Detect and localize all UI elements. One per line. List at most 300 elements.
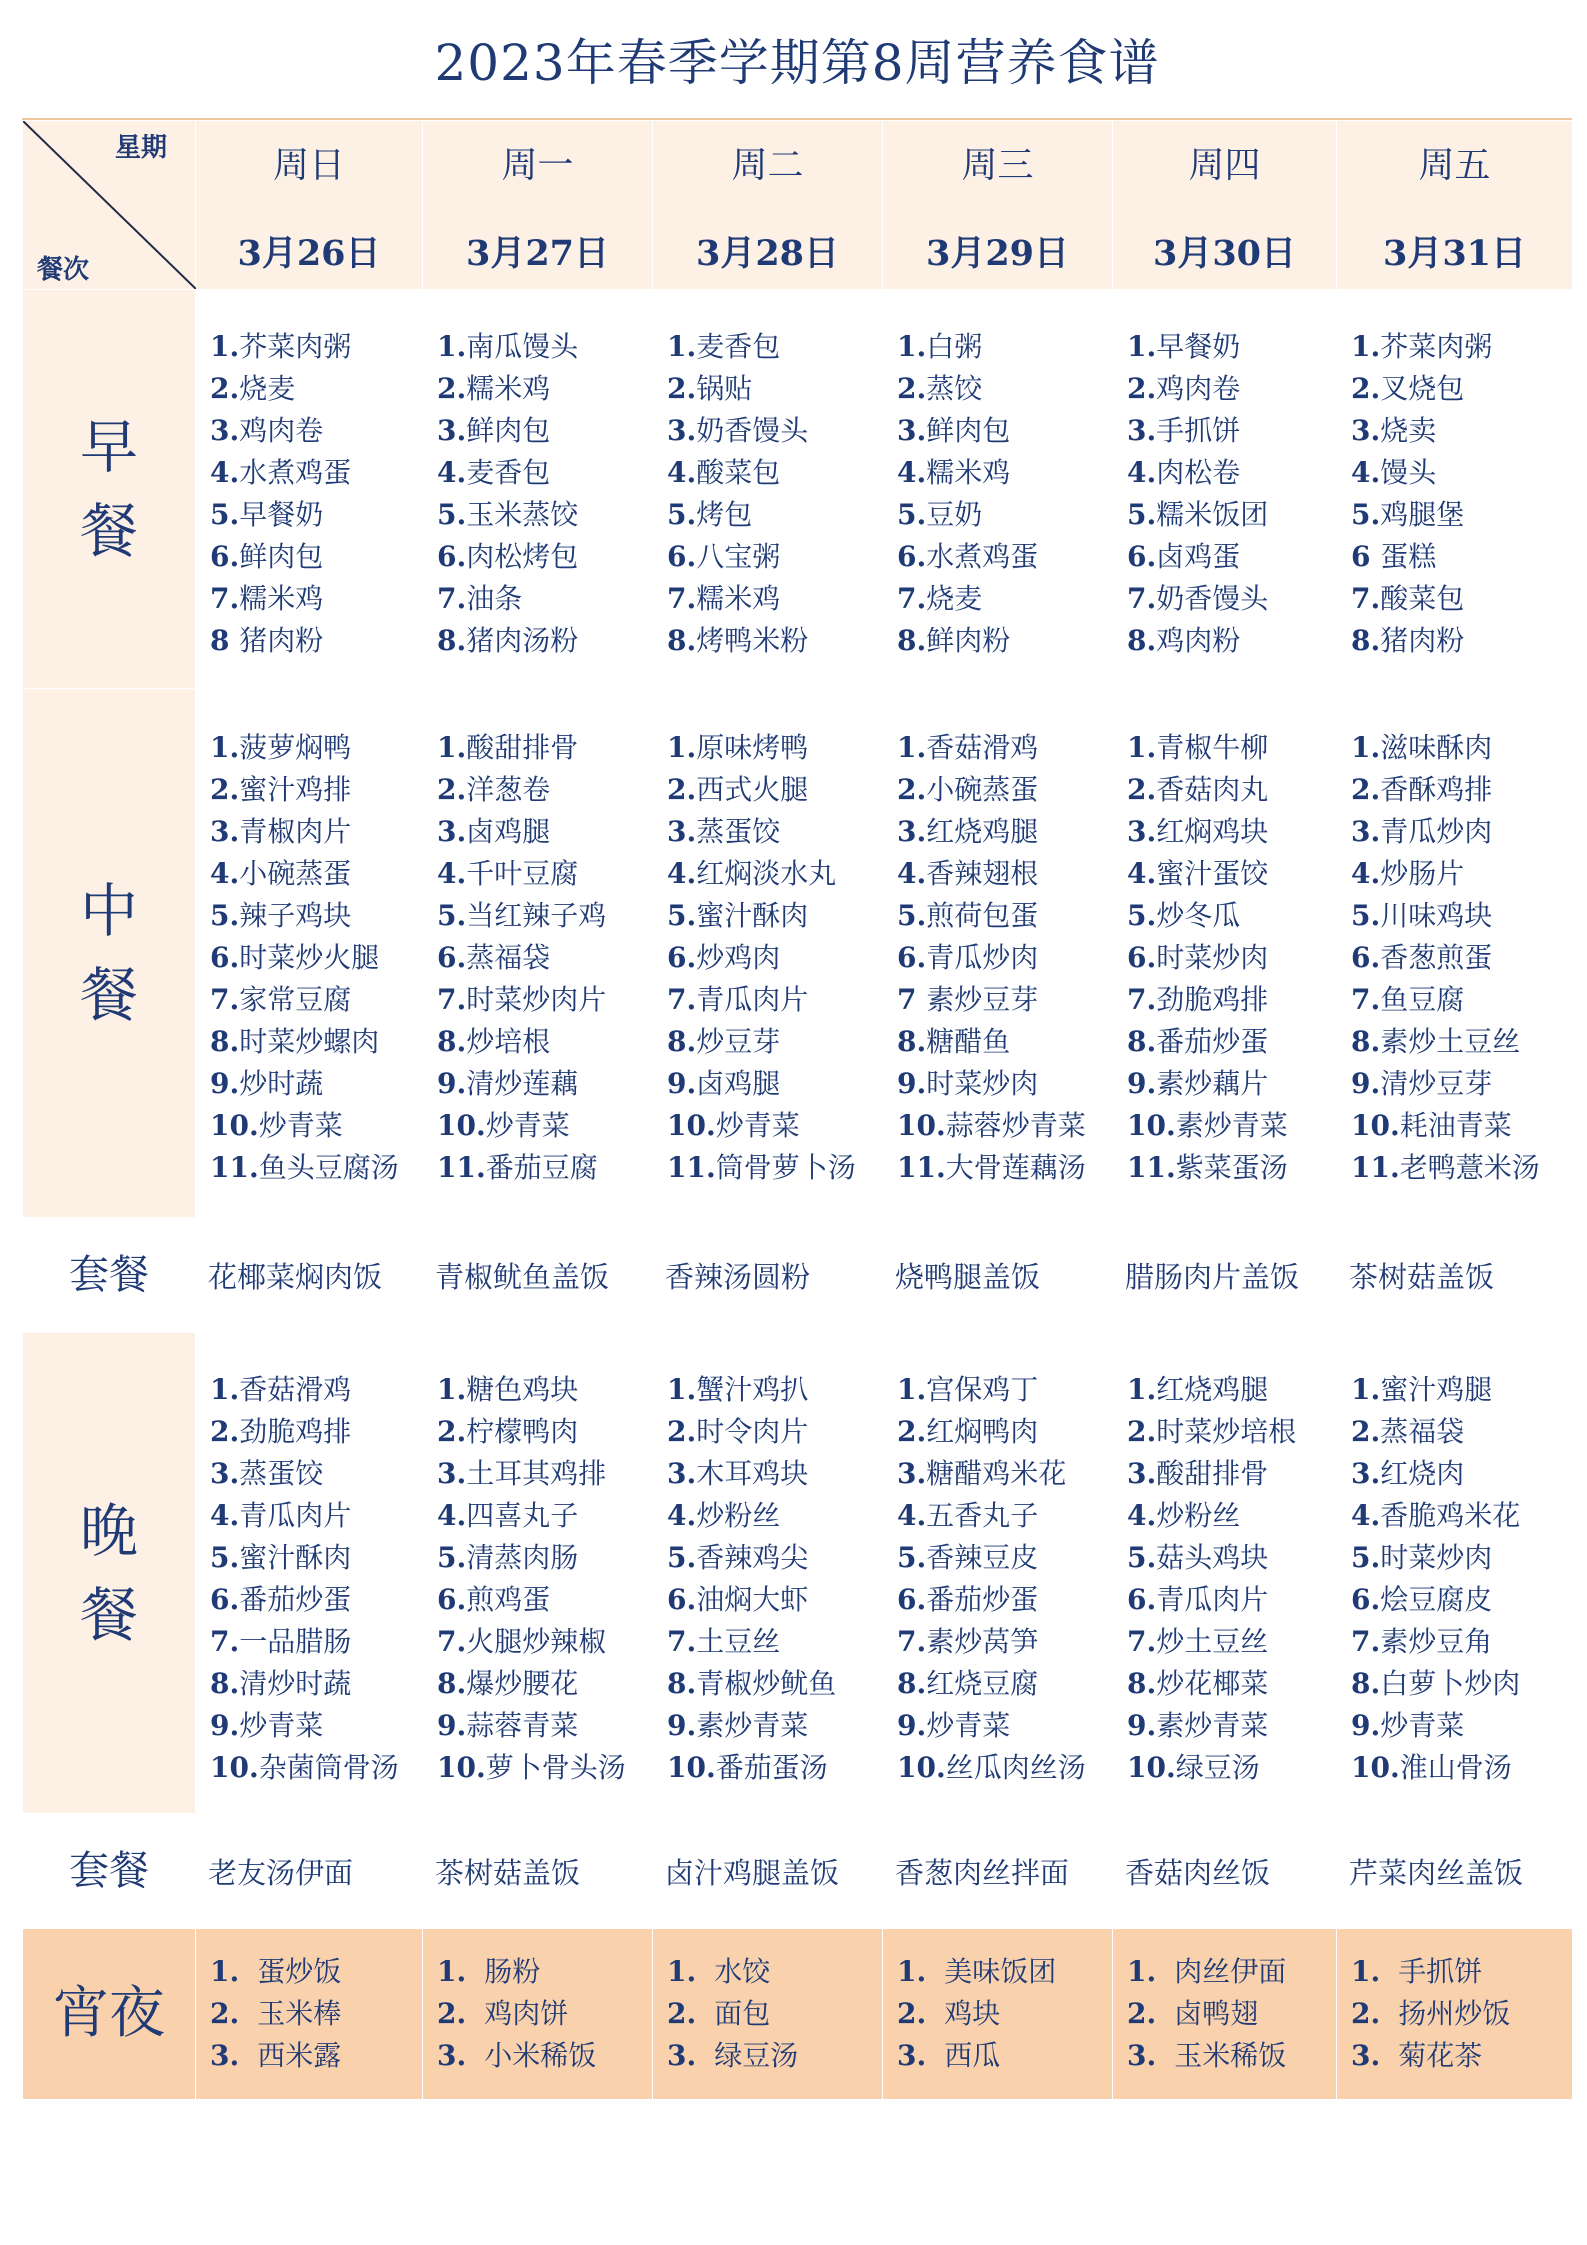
list-item <box>897 1369 1112 1411</box>
item-number: 3. <box>667 1457 697 1490</box>
list-item <box>210 1495 422 1537</box>
item-number: 7. <box>1127 1625 1157 1658</box>
item-number: 9. <box>1127 1709 1157 1742</box>
item-name: 老鸭薏米汤 <box>1399 1151 1540 1184</box>
list-item <box>210 452 422 494</box>
lunch-label: 中 餐 <box>23 689 196 1218</box>
item-name: 水饺 <box>714 1955 771 1988</box>
list-item <box>210 811 422 853</box>
list-item <box>210 937 422 979</box>
item-number: 9. <box>437 1067 467 1100</box>
lunch-set-row <box>23 1218 1573 1333</box>
item-number: 1. <box>897 330 927 363</box>
list-item <box>667 1147 882 1189</box>
item-name: 烤包 <box>696 498 753 531</box>
item-number: 3. <box>897 815 927 848</box>
item-number: 5. <box>897 498 927 531</box>
set-meal-cell <box>196 1814 423 1929</box>
lunch-cell <box>1113 689 1337 1218</box>
item-number: 9. <box>667 1709 697 1742</box>
night-cell <box>653 1929 883 2100</box>
list-item <box>897 1705 1112 1747</box>
item-number: 5. <box>897 1541 927 1574</box>
list-item <box>897 1105 1112 1147</box>
breakfast-cell <box>1337 290 1573 689</box>
item-name: 酸甜排骨 <box>1156 1457 1269 1490</box>
breakfast-cell <box>1113 290 1337 689</box>
night-list <box>1337 1929 1572 2077</box>
lunch-cell <box>1337 689 1573 1218</box>
item-name: 蜜汁酥肉 <box>696 899 809 932</box>
item-number: 6. <box>437 540 467 573</box>
item-number: 2. <box>210 1415 240 1448</box>
set-meal-cell <box>883 1814 1113 1929</box>
list-item <box>1351 1951 1572 1993</box>
set-meal-name: 腊肠肉片盖饭 <box>1125 1259 1300 1294</box>
item-number: 3. <box>210 815 240 848</box>
list-item <box>210 727 422 769</box>
item-name: 糖色鸡块 <box>466 1373 579 1406</box>
breakfast-row <box>23 290 1573 689</box>
day-date: 3月29日 <box>925 233 1070 274</box>
item-name: 时令肉片 <box>696 1415 809 1448</box>
item-name: 青椒炒鱿鱼 <box>696 1667 837 1700</box>
item-number: 1. <box>1351 1373 1381 1406</box>
item-number: 1. <box>437 330 467 363</box>
item-number: 4. <box>667 857 697 890</box>
list-item <box>667 1663 882 1705</box>
item-number: 7 <box>897 983 927 1016</box>
night-row <box>23 1929 1573 2100</box>
breakfast-list <box>423 290 652 662</box>
item-name: 素炒青菜 <box>696 1709 809 1742</box>
list-item <box>210 620 422 662</box>
item-number: 5. <box>210 899 240 932</box>
list-item <box>1127 895 1336 937</box>
item-name: 蟹汁鸡扒 <box>696 1373 809 1406</box>
list-item <box>897 368 1112 410</box>
item-number: 5. <box>667 1541 697 1574</box>
breakfast-cell <box>883 290 1113 689</box>
item-number: 2. <box>1127 1415 1157 1448</box>
item-name: 清炒时蔬 <box>239 1667 352 1700</box>
dinner-list <box>196 1333 422 1789</box>
item-number: 2. <box>210 773 240 806</box>
list-item <box>1351 368 1572 410</box>
item-number: 7. <box>437 1625 467 1658</box>
list-item <box>1127 326 1336 368</box>
list-item <box>437 1537 652 1579</box>
dinner-cell <box>653 1333 883 1814</box>
item-number: 11. <box>1351 1151 1400 1184</box>
item-number: 5. <box>667 498 697 531</box>
item-number: 8. <box>1351 1025 1381 1058</box>
item-name: 鱼头豆腐汤 <box>258 1151 399 1184</box>
item-name: 炒培根 <box>466 1025 551 1058</box>
item-number: 1. <box>1127 731 1157 764</box>
list-item <box>667 1993 882 2035</box>
item-name: 芥菜肉粥 <box>239 330 352 363</box>
item-number: 7. <box>437 582 467 615</box>
item-number: 6. <box>667 941 697 974</box>
list-item <box>1127 1495 1336 1537</box>
list-item <box>667 410 882 452</box>
list-item <box>897 853 1112 895</box>
list-item <box>437 1369 652 1411</box>
item-name: 小碗蒸蛋 <box>926 773 1039 806</box>
item-name: 菊花茶 <box>1398 2039 1483 2072</box>
item-name: 鲜肉包 <box>239 540 324 573</box>
night-cell <box>196 1929 423 2100</box>
list-item <box>1127 1621 1336 1663</box>
list-item <box>437 620 652 662</box>
list-item <box>1127 853 1336 895</box>
item-number: 8. <box>210 1667 240 1700</box>
item-name: 蜜汁鸡排 <box>239 773 352 806</box>
item-name: 素炒藕片 <box>1156 1067 1269 1100</box>
list-item <box>1351 1105 1572 1147</box>
item-number: 5. <box>210 1541 240 1574</box>
list-item <box>1351 1411 1572 1453</box>
set-meal-cell <box>1337 1218 1573 1333</box>
item-name: 卤鸡蛋 <box>1156 540 1241 573</box>
item-name: 红焖淡水丸 <box>696 857 837 890</box>
set-meal-cell <box>196 1218 423 1333</box>
list-item <box>437 1021 652 1063</box>
list-item <box>897 620 1112 662</box>
item-number: 5. <box>1127 1541 1157 1574</box>
item-name: 炒青菜 <box>715 1109 800 1142</box>
week-label: 星期 <box>114 133 167 163</box>
item-name: 香脆鸡米花 <box>1380 1499 1521 1532</box>
item-name: 蜜汁鸡腿 <box>1380 1373 1493 1406</box>
list-item <box>667 1579 882 1621</box>
dinner-cell <box>1113 1333 1337 1814</box>
list-item <box>667 979 882 1021</box>
dinner-list <box>1113 1333 1336 1789</box>
list-item <box>437 410 652 452</box>
item-name: 时菜炒培根 <box>1156 1415 1297 1448</box>
item-name: 烧卖 <box>1380 414 1437 447</box>
list-item <box>1351 1705 1572 1747</box>
list-item <box>437 1105 652 1147</box>
breakfast-list <box>883 290 1112 662</box>
item-name: 煎荷包蛋 <box>926 899 1039 932</box>
list-item <box>667 1621 882 1663</box>
item-name: 猪肉汤粉 <box>466 624 579 657</box>
item-name: 小米稀饭 <box>484 2039 597 2072</box>
item-number: 11. <box>437 1151 486 1184</box>
list-item <box>1351 1993 1572 2035</box>
item-name: 蒸蛋饺 <box>239 1457 324 1490</box>
item-number: 6. <box>667 1583 697 1616</box>
item-name: 炒豆芽 <box>696 1025 781 1058</box>
list-item <box>1351 494 1572 536</box>
item-number: 11. <box>1127 1151 1176 1184</box>
list-item <box>667 895 882 937</box>
item-number: 4. <box>437 456 467 489</box>
list-item <box>667 853 882 895</box>
item-number: 3. <box>1127 414 1157 447</box>
item-number: 1. <box>437 1955 467 1988</box>
item-name: 时菜炒肉 <box>1156 941 1269 974</box>
item-number: 8. <box>1127 1667 1157 1700</box>
item-name: 红烧肉 <box>1380 1457 1465 1490</box>
item-name: 香辣翅根 <box>926 857 1039 890</box>
list-item <box>897 1951 1112 1993</box>
item-number: 2. <box>667 773 697 806</box>
list-item <box>1127 2035 1336 2077</box>
item-name: 清炒豆芽 <box>1380 1067 1493 1100</box>
list-item <box>437 1747 652 1789</box>
list-item <box>210 1747 422 1789</box>
item-name: 炒鸡肉 <box>696 941 781 974</box>
item-number: 3. <box>667 2039 697 2072</box>
item-name: 辣子鸡块 <box>239 899 352 932</box>
item-name: 紫菜蛋汤 <box>1175 1151 1288 1184</box>
item-name: 炒土豆丝 <box>1156 1625 1269 1658</box>
list-item <box>437 853 652 895</box>
day-name: 周二 <box>731 145 804 186</box>
list-item <box>897 895 1112 937</box>
item-number: 11. <box>897 1151 946 1184</box>
list-item <box>210 1105 422 1147</box>
item-name: 鲜肉包 <box>466 414 551 447</box>
list-item <box>1351 1663 1572 1705</box>
item-name: 清蒸肉肠 <box>466 1541 579 1574</box>
item-name: 鸡肉粉 <box>1156 624 1241 657</box>
list-item <box>1127 368 1336 410</box>
item-number: 2. <box>437 1415 467 1448</box>
item-name: 炒青菜 <box>926 1709 1011 1742</box>
item-number: 5. <box>437 1541 467 1574</box>
item-name: 清炒莲藕 <box>466 1067 579 1100</box>
item-name: 四喜丸子 <box>466 1499 579 1532</box>
item-number: 6. <box>210 540 240 573</box>
item-number: 2. <box>437 1997 467 2030</box>
dinner-list <box>1337 1333 1572 1789</box>
list-item <box>897 1747 1112 1789</box>
list-item <box>1127 769 1336 811</box>
day-header <box>1337 121 1573 290</box>
item-name: 早餐奶 <box>239 498 324 531</box>
list-item <box>1127 1105 1336 1147</box>
lunch-row <box>23 689 1573 1218</box>
list-item <box>897 2035 1112 2077</box>
item-name: 番茄炒蛋 <box>1156 1025 1269 1058</box>
item-number: 8. <box>897 1667 927 1700</box>
item-name: 菠萝焖鸭 <box>239 731 352 764</box>
item-name: 蒸蛋饺 <box>696 815 781 848</box>
list-item <box>667 1105 882 1147</box>
breakfast-list <box>653 290 882 662</box>
item-number: 2. <box>437 773 467 806</box>
item-number: 2. <box>667 372 697 405</box>
item-number: 5. <box>437 498 467 531</box>
item-name: 白萝卜炒肉 <box>1380 1667 1521 1700</box>
night-cell <box>423 1929 653 2100</box>
item-number: 6. <box>437 941 467 974</box>
item-name: 火腿炒辣椒 <box>466 1625 607 1658</box>
day-date: 3月28日 <box>695 233 840 274</box>
item-name: 青瓜炒肉 <box>926 941 1039 974</box>
item-number: 5. <box>1351 498 1381 531</box>
item-number: 7. <box>210 983 240 1016</box>
day-header <box>1113 121 1337 290</box>
item-number: 3. <box>1127 1457 1157 1490</box>
dinner-label: 晚 餐 <box>23 1333 196 1814</box>
item-number: 2. <box>1351 372 1381 405</box>
item-number: 5. <box>897 899 927 932</box>
item-number: 6. <box>897 1583 927 1616</box>
item-name: 油条 <box>466 582 523 615</box>
item-name: 馒头 <box>1380 456 1437 489</box>
item-number: 10. <box>437 1109 486 1142</box>
list-item <box>1351 2035 1572 2077</box>
list-item <box>667 536 882 578</box>
item-name: 杂菌筒骨汤 <box>258 1751 399 1784</box>
set-meal-cell <box>1113 1814 1337 1929</box>
list-item <box>667 1411 882 1453</box>
item-number: 6. <box>437 1583 467 1616</box>
item-number: 7. <box>667 983 697 1016</box>
item-number: 1. <box>1351 1955 1381 1988</box>
item-name: 筒骨萝卜汤 <box>715 1151 856 1184</box>
item-name: 番茄蛋汤 <box>715 1751 828 1784</box>
item-number: 6. <box>210 941 240 974</box>
item-number: 1. <box>437 1373 467 1406</box>
list-item <box>667 1021 882 1063</box>
day-date: 3月31日 <box>1382 233 1527 274</box>
item-number: 8. <box>667 624 697 657</box>
list-item <box>667 1747 882 1789</box>
item-name: 土豆丝 <box>696 1625 781 1658</box>
list-item <box>1127 620 1336 662</box>
list-item <box>897 452 1112 494</box>
list-item <box>1351 853 1572 895</box>
breakfast-cell <box>653 290 883 689</box>
item-number: 3. <box>897 1457 927 1490</box>
set-meal-name: 香菇肉丝饭 <box>1125 1855 1271 1890</box>
item-name: 时菜炒肉 <box>1380 1541 1493 1574</box>
item-name: 麦香包 <box>696 330 781 363</box>
item-number: 4. <box>1127 1499 1157 1532</box>
item-number: 8 <box>210 624 240 657</box>
item-number: 6. <box>667 540 697 573</box>
item-name: 西式火腿 <box>696 773 809 806</box>
item-number: 4. <box>897 1499 927 1532</box>
item-number: 2. <box>1351 1997 1381 2030</box>
item-name: 酸菜包 <box>1380 582 1465 615</box>
item-name: 炒肠片 <box>1380 857 1465 890</box>
item-name: 猪肉粉 <box>1380 624 1465 657</box>
list-item <box>897 1579 1112 1621</box>
list-item <box>437 494 652 536</box>
list-item <box>1127 1705 1336 1747</box>
item-name: 小碗蒸蛋 <box>239 857 352 890</box>
item-number: 4. <box>437 857 467 890</box>
item-number: 5. <box>1351 1541 1381 1574</box>
list-item <box>1127 1369 1336 1411</box>
item-number: 4. <box>437 1499 467 1532</box>
item-name: 青椒肉片 <box>239 815 352 848</box>
item-number: 4. <box>1127 857 1157 890</box>
item-number: 4. <box>667 1499 697 1532</box>
list-item <box>437 578 652 620</box>
list-item <box>667 1369 882 1411</box>
item-number: 3. <box>897 2039 927 2072</box>
item-name: 鸡腿堡 <box>1380 498 1465 531</box>
item-number: 1. <box>1127 1955 1157 1988</box>
list-item <box>1127 1021 1336 1063</box>
night-list <box>196 1929 422 2077</box>
item-number: 3. <box>437 1457 467 1490</box>
list-item <box>437 769 652 811</box>
item-name: 绿豆汤 <box>1175 1751 1260 1784</box>
dinner-list <box>883 1333 1112 1789</box>
item-name: 煎鸡蛋 <box>466 1583 551 1616</box>
list-item <box>437 937 652 979</box>
item-name: 香酥鸡排 <box>1380 773 1493 806</box>
set-meal-name: 青椒鱿鱼盖饭 <box>435 1259 610 1294</box>
item-number: 2. <box>897 773 927 806</box>
item-name: 肠粉 <box>484 1955 541 1988</box>
item-name: 红焖鸡块 <box>1156 815 1269 848</box>
list-item <box>1127 1993 1336 2035</box>
item-number: 8. <box>210 1025 240 1058</box>
item-name: 卤鸡腿 <box>696 1067 781 1100</box>
item-name: 豆奶 <box>926 498 983 531</box>
item-number: 6. <box>1351 941 1381 974</box>
item-name: 素炒青菜 <box>1175 1109 1288 1142</box>
item-number: 3. <box>210 414 240 447</box>
item-name: 青瓜肉片 <box>696 983 809 1016</box>
item-name: 炒青菜 <box>485 1109 570 1142</box>
night-list <box>653 1929 882 2077</box>
item-number: 7. <box>667 1625 697 1658</box>
item-name: 鸡肉卷 <box>239 414 324 447</box>
item-name: 蜜汁蛋饺 <box>1156 857 1269 890</box>
list-item <box>210 1021 422 1063</box>
set-meal-name: 芹菜肉丝盖饭 <box>1349 1855 1524 1890</box>
corner-cell <box>23 121 196 290</box>
item-name: 手抓饼 <box>1156 414 1241 447</box>
item-number: 10. <box>897 1751 946 1784</box>
list-item <box>437 1453 652 1495</box>
item-number: 1. <box>667 330 697 363</box>
meal-label: 餐次 <box>37 255 90 285</box>
item-name: 一品腊肠 <box>239 1625 352 1658</box>
list-item <box>897 1411 1112 1453</box>
item-number: 8. <box>437 624 467 657</box>
item-number: 4. <box>897 857 927 890</box>
item-number: 3. <box>897 414 927 447</box>
night-list <box>883 1929 1112 2077</box>
item-number: 7. <box>437 983 467 1016</box>
item-number: 3. <box>1351 2039 1381 2072</box>
list-item <box>897 1993 1112 2035</box>
night-list <box>423 1929 652 2077</box>
item-name: 蒜蓉青菜 <box>466 1709 579 1742</box>
item-number: 6. <box>210 1583 240 1616</box>
item-name: 原味烤鸭 <box>696 731 809 764</box>
list-item <box>210 1063 422 1105</box>
list-item <box>897 1147 1112 1189</box>
breakfast-cell <box>196 290 423 689</box>
item-number: 8. <box>1351 1667 1381 1700</box>
list-item <box>897 1663 1112 1705</box>
item-name: 卤鸭翅 <box>1174 1997 1259 2030</box>
